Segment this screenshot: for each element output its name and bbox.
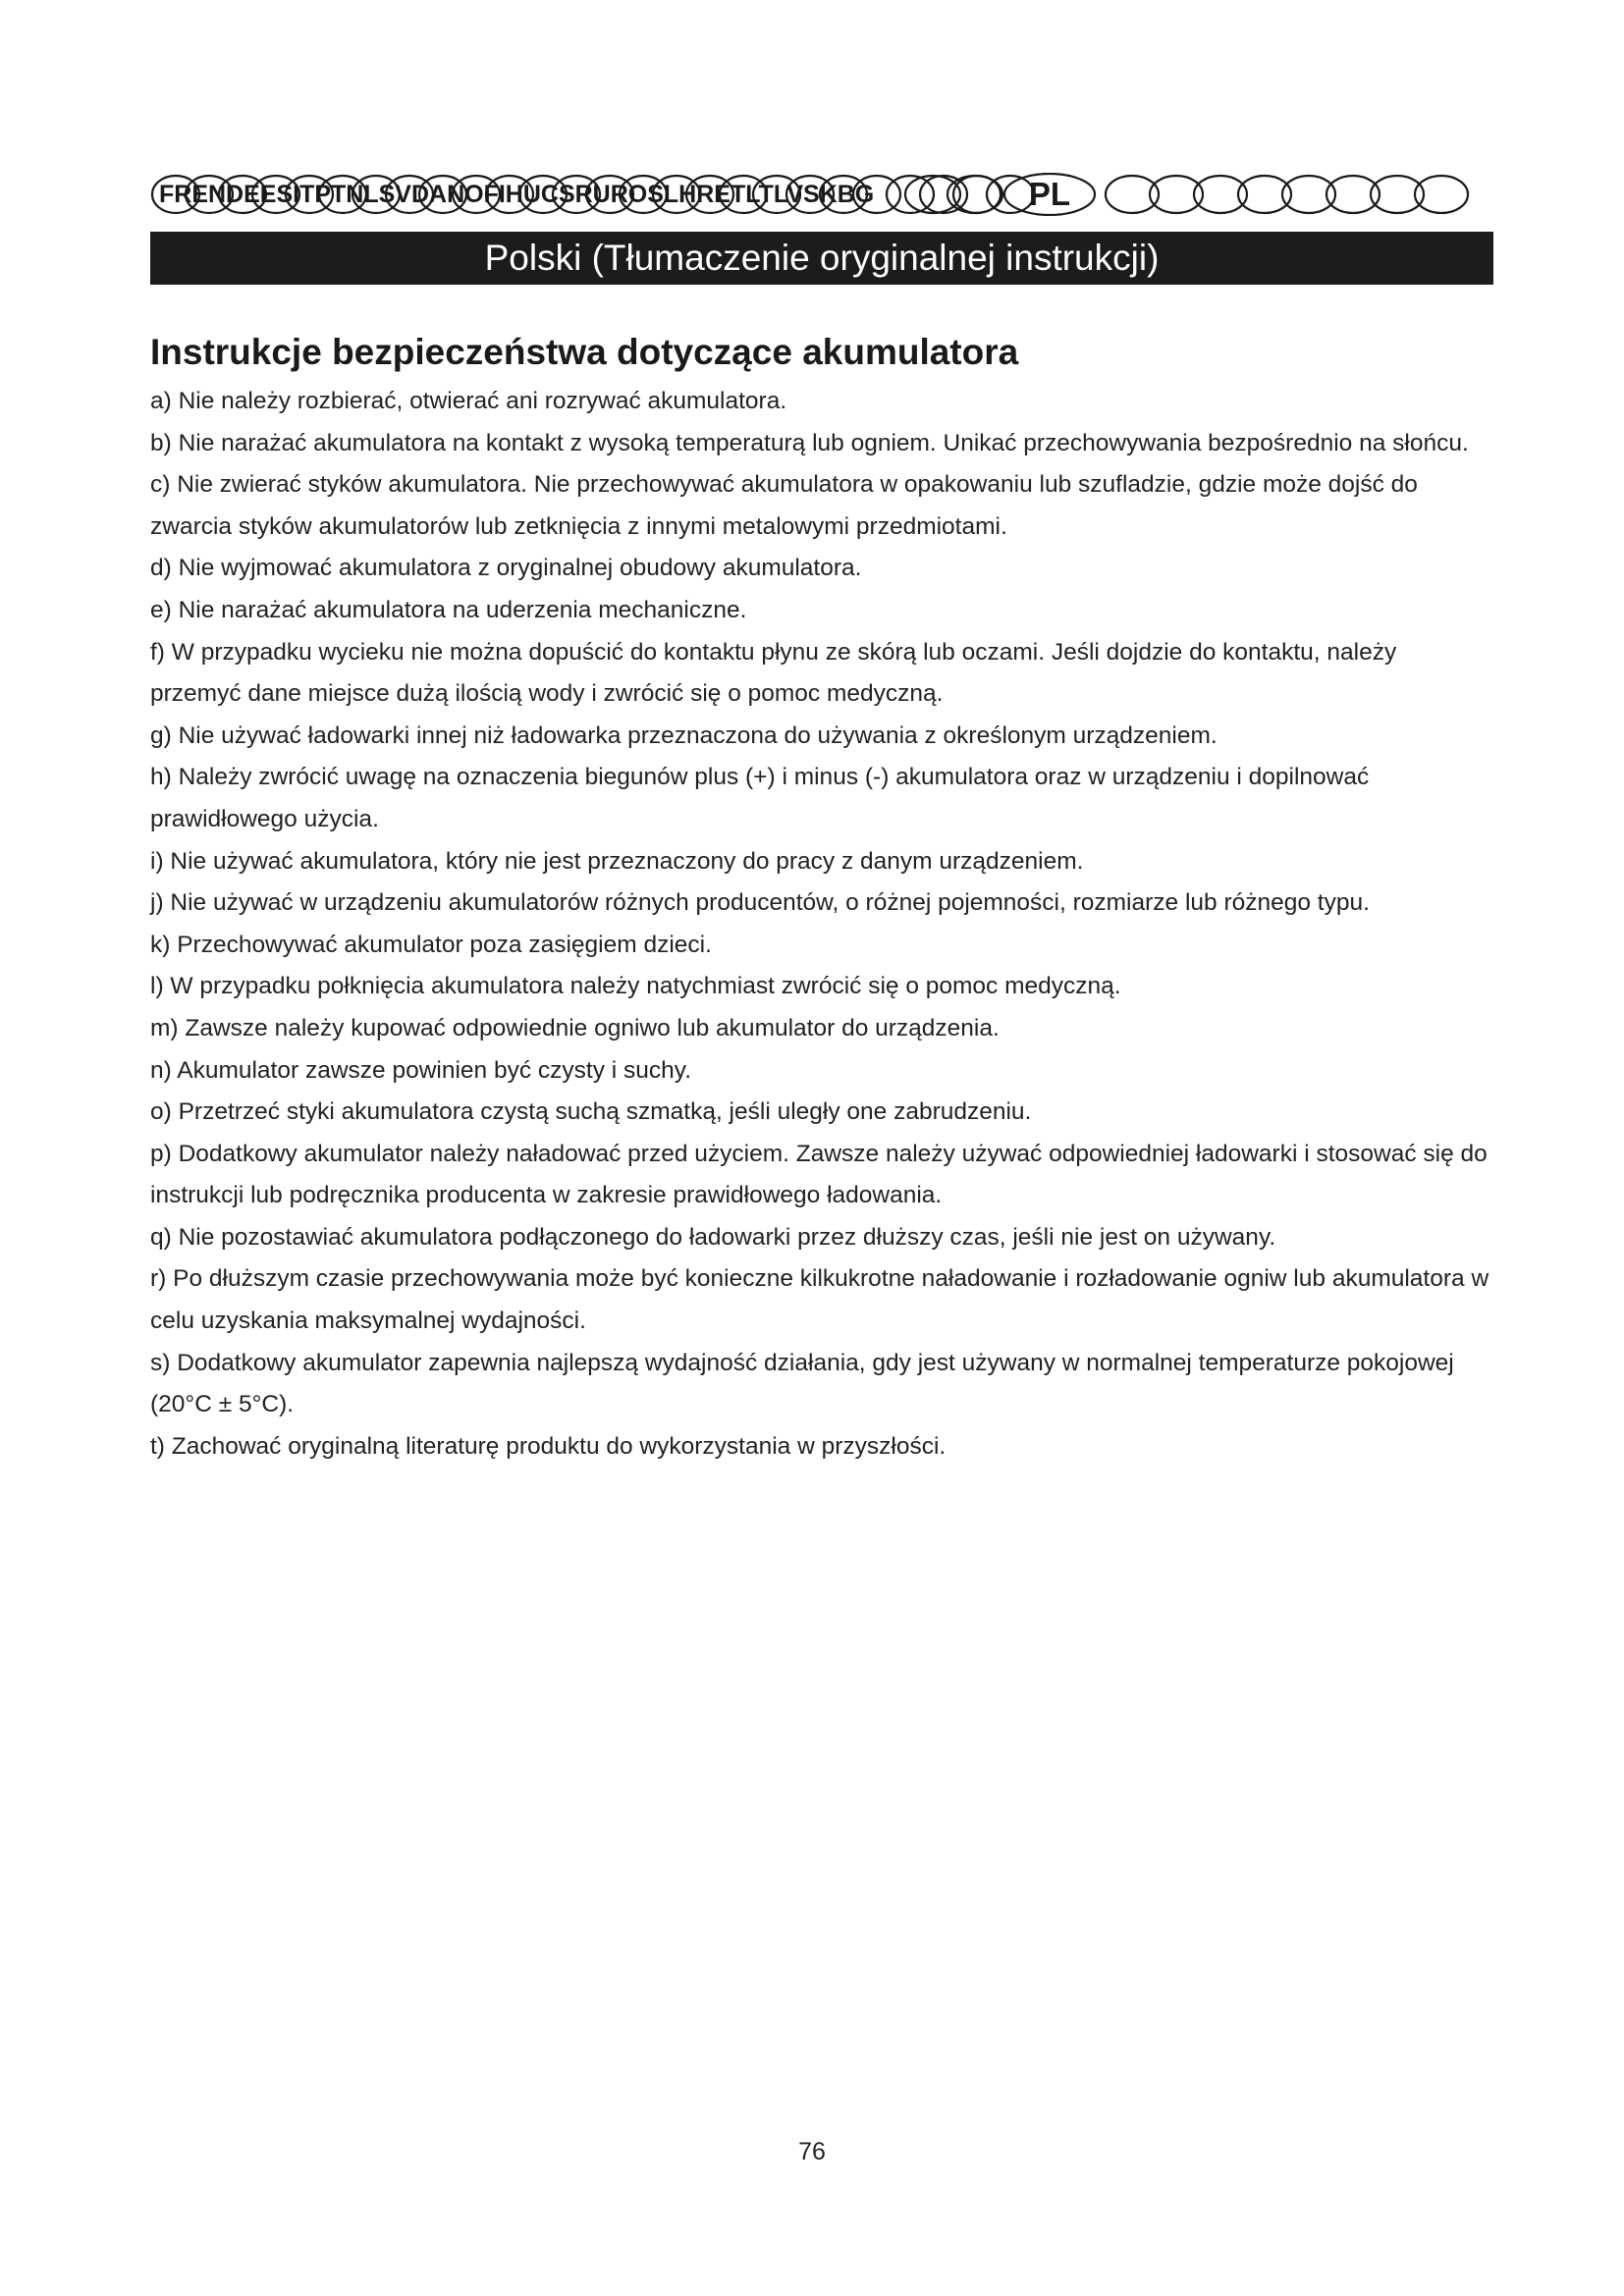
active-language-tab: PL — [1028, 176, 1071, 212]
list-item: r) Po dłuższym czasie przechowywania może być konieczne kilkukrotne naładowanie i rozładowanie ogniw lub akumulatora w celu uzyskania maksymalnej wydajności. — [150, 1265, 1489, 1335]
list-item: m) Zawsze należy kupować odpowiednie ogniwo lub akumulator do urządzenia. — [150, 1014, 1000, 1041]
list-item: q) Nie pozostawiać akumulatora podłączonego do ładowarki przez dłuższy czas, jeśli nie jest on używany. — [150, 1223, 1276, 1251]
list-item: f) W przypadku wycieku nie można dopuścić do kontaktu płynu ze skórą lub oczami. Jeśli dojdzie do kontaktu, należy przemyć dane miejsce dużą ilością wody i zwrócić się o pomoc medyczną. — [150, 638, 1397, 708]
list-item: s) Dodatkowy akumulator zapewnia najlepszą wydajność działania, gdy jest używany w normalnej temperaturze pokojowej (20°C ± 5°C). — [150, 1349, 1454, 1418]
list-item: e) Nie narażać akumulatora na uderzenia mechaniczne. — [150, 596, 747, 623]
list-item: b) Nie narażać akumulatora na kontakt z wysoką temperaturą lub ogniem. Unikać przechowywania bezpośrednio na słońcu. — [150, 429, 1469, 456]
language-banner: Polski (Tłumaczenie oryginalnej instrukcji) — [150, 232, 1493, 285]
section-heading: Instrukcje bezpieczeństwa dotyczące akumulatora — [150, 332, 1019, 372]
list-item: c) Nie zwierać styków akumulatora. Nie przechowywać akumulatora w opakowaniu lub szufladzie, gdzie może dojść do zwarcia styków akumulatorów lub zetknięcia z innymi metalowymi przedmiotami. — [150, 471, 1418, 540]
language-codes: FRENDEESITPTNLSVDANOFIHUCSRUROSLHRETLTLVSKBG — [159, 181, 875, 208]
safety-instructions-list — [150, 381, 1493, 1468]
list-item: g) Nie używać ładowarki innej niż ładowarka przeznaczona do używania z określonym urządzeniem. — [150, 721, 1218, 749]
list-item: n) Akumulator zawsze powinien być czysty i suchy. — [150, 1056, 692, 1084]
list-item: k) Przechowywać akumulator poza zasięgiem dzieci. — [150, 931, 712, 958]
list-item: d) Nie wyjmować akumulatora z oryginalnej obudowy akumulatora. — [150, 555, 862, 582]
list-item: i) Nie używać akumulatora, który nie jest przeznaczony do pracy z danym urządzeniem. — [150, 847, 1084, 875]
list-item: a) Nie należy rozbierać, otwierać ani rozrywać akumulatora. — [150, 388, 787, 414]
list-item: p) Dodatkowy akumulator należy naładować przed użyciem. Zawsze należy używać odpowiedniej ładowarki i stosować się do instrukcji lub podręcznika producenta w zakresie prawidłowego ładowania. — [150, 1140, 1488, 1209]
page-number: 76 — [798, 2138, 826, 2165]
list-item: o) Przetrzeć styki akumulatora czystą suchą szmatką, jeśli uległy one zabrudzeniu. — [150, 1098, 1032, 1126]
list-item: j) Nie używać w urządzeniu akumulatorów różnych producentów, o różnej pojemności, rozmiarze lub różnego typu. — [150, 889, 1370, 917]
list-item: t) Zachować oryginalną literaturę produktu do wykorzystania w przyszłości. — [150, 1432, 947, 1460]
list-item: l) W przypadku połknięcia akumulatora należy natychmiast zwrócić się o pomoc medyczną. — [150, 973, 1121, 1000]
list-item: h) Należy zwrócić uwagę na oznaczenia biegunów plus (+) i minus (-) akumulatora oraz w urządzeniu i dopilnować prawidłowego użycia. — [150, 764, 1370, 832]
